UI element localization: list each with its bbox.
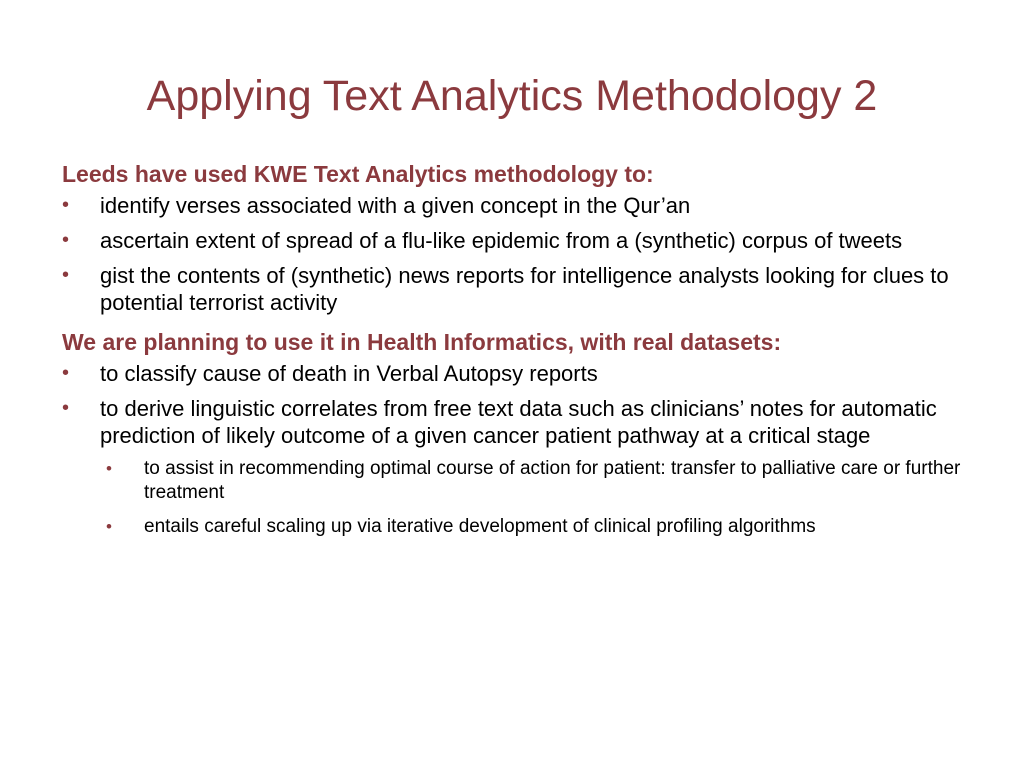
sub-bullet-list [106, 457, 962, 539]
list-item [62, 227, 962, 254]
list-item [62, 360, 962, 387]
bullet-icon: • [62, 264, 70, 286]
bullet-text: to derive linguistic correlates from free text data such as clinicians’ notes for automatic prediction of likely outcome of a given cancer patient pathway at a critical stage [100, 396, 937, 448]
bullet-icon: • [106, 517, 112, 536]
bullet-list-used [62, 192, 962, 316]
list-item [62, 395, 962, 539]
bullet-text: identify verses associated with a given concept in the Qur’an [100, 193, 691, 218]
bullet-icon: • [62, 397, 70, 419]
sub-bullet-text: to assist in recommending optimal course of action for patient: transfer to palliative care or further treatment [144, 458, 961, 503]
bullet-text: ascertain extent of spread of a flu-like epidemic from a (synthetic) corpus of tweets [100, 228, 903, 253]
bullet-icon: • [106, 459, 112, 478]
sub-list-item [106, 457, 962, 505]
list-item [62, 262, 962, 316]
slide-content [62, 160, 962, 539]
bullet-icon: • [62, 229, 70, 251]
bullet-icon: • [62, 194, 70, 216]
bullet-icon: • [62, 362, 70, 384]
bullet-text: to classify cause of death in Verbal Autopsy reports [100, 361, 598, 386]
bullet-text: gist the contents of (synthetic) news reports for intelligence analysts looking for clues to potential terrorist activity [100, 263, 949, 315]
bullet-list-planning [62, 360, 962, 539]
section-heading-used: Leeds have used KWE Text Analytics methodology to: [62, 161, 654, 187]
list-item [62, 192, 962, 219]
section-heading-planning: We are planning to use it in Health Informatics, with real datasets: [62, 329, 782, 355]
slide-title: Applying Text Analytics Methodology 2 [146, 72, 878, 120]
sub-bullet-text: entails careful scaling up via iterative development of clinical profiling algorithms [144, 516, 816, 537]
sub-list-item [106, 515, 962, 539]
